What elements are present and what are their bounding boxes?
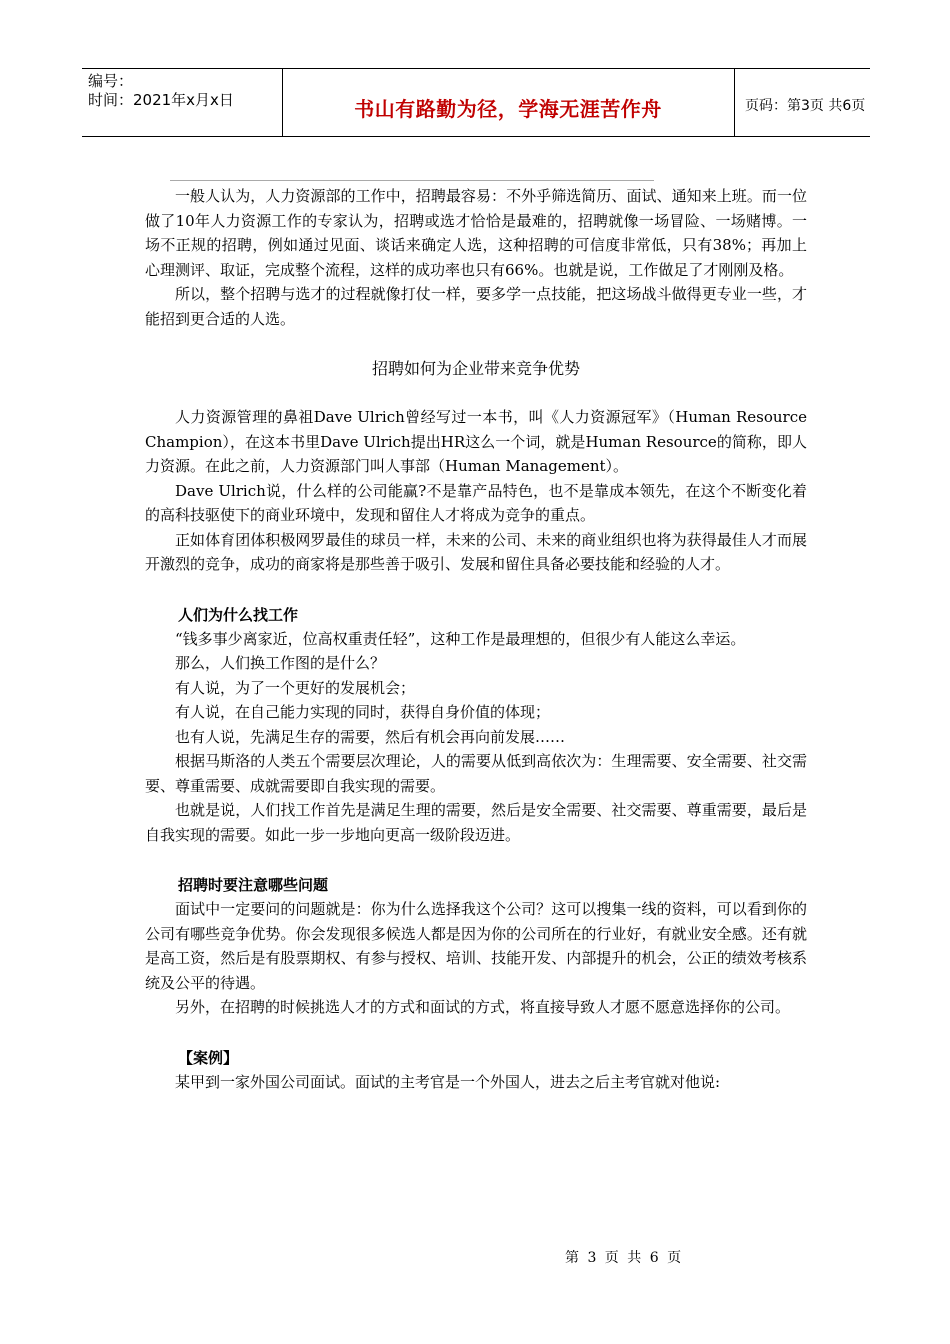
body-paragraph: 另外，在招聘的时候挑选人才的方式和面试的方式，将直接导致人才愿不愿意选择你的公司。	[175, 998, 791, 1016]
header-motto: 书山有路勤为径，学海无涯苦作舟	[354, 97, 662, 121]
header-meta-cell	[82, 69, 283, 136]
body-paragraph: 也就是说，人们找工作首先是满足生理的需要，然后是安全需要、社交需要、尊重需要，最后是自我实现的需要。如此一步一步地向更高一级阶段迈进。	[145, 801, 807, 844]
body-paragraph: 也有人说，先满足生存的需要，然后有机会再向前发展……	[175, 727, 566, 746]
intro-paragraph: 所以，整个招聘与选才的过程就像打仗一样，要多学一点技能，把这场战斗做得更专业一些，才能招到更合适的人选。	[145, 285, 807, 328]
body-paragraph: 正如体育团体积极网罗最佳的球员一样，未来的公司、未来的商业组织也将为获得最佳人才而展开激烈的竞争，成功的商家将是那些善于吸引、发展和留住具备必要技能和经验的人才。	[145, 530, 807, 573]
body-paragraph: 人力资源管理的鼻祖Dave Ulrich曾经写过一本书，叫《人力资源冠军》（Human Resource Champion），在这本书里Dave Ulrich提出HR这么一个词，就是Human Resource的简称，即人力资源。在此之前，人力资源部门叫人事部（Human Management）。	[145, 408, 807, 475]
header-page-info: 页码：第3页 共6页	[745, 98, 866, 114]
body-paragraph: Dave Ulrich说，什么样的公司能赢?不是靠产品特色，也不是靠成本领先，在这个不断变化着的高科技驱使下的商业环境中，发现和留住人才将成为竞争的重点。	[145, 481, 807, 524]
intro-paragraph: 一般人认为，人力资源部的工作中，招聘最容易：不外乎筛选简历、面试、通知来上班。而一位做了10年人力资源工作的专家认为，招聘或选才恰恰是最难的，招聘就像一场冒险、一场赌博。一场不正规的招聘，例如通过见面、谈话来确定人选，这种招聘的可信度非常低，只有38%；再加上心理测评、取证，完成整个流程，这样的成功率也只有66%。也就是说，工作做足了才刚刚及格。	[145, 187, 807, 279]
document-number-label: 编号：	[88, 72, 134, 90]
header-page-cell	[735, 69, 870, 136]
page-footer: 第 3 页 共 6 页	[565, 1250, 684, 1266]
case-heading: 【案例】	[178, 1048, 239, 1067]
body-paragraph: “钱多事少离家近，位高权重责任轻”，这种工作是最理想的，但很少有人能这么幸运。	[175, 629, 746, 648]
document-body	[145, 184, 807, 1094]
section-heading: 招聘如何为企业带来竞争优势	[371, 359, 580, 378]
body-paragraph: 面试中一定要问的问题就是：你为什么选择我这个公司？这可以搜集一线的资料，可以看到你的公司有哪些竞争优势。你会发现很多候选人都是因为你的公司所在的行业好，有就业安全感。还有就是高工资，然后是有股票期权、有参与授权、培训、技能开发、内部提升的机会，公正的绩效考核系统及公平的待遇。	[145, 900, 807, 992]
body-paragraph: 有人说，为了一个更好的发展机会；	[175, 678, 416, 697]
document-header	[82, 68, 870, 137]
content-top-rule	[170, 180, 654, 181]
body-paragraph: 根据马斯洛的人类五个需要层次理论，人的需要从低到高依次为：生理需要、安全需要、社交需要、尊重需要、成就需要即自我实现的需要。	[145, 752, 807, 795]
subsection-heading: 招聘时要注意哪些问题	[178, 876, 329, 894]
body-paragraph: 有人说，在自己能力实现的同时，获得自身价值的体现；	[175, 703, 551, 721]
case-paragraph: 某甲到一家外国公司面试。面试的主考官是一个外国人，进去之后主考官就对他说:	[175, 1072, 721, 1091]
document-date: 时间：2021年x月x日	[88, 91, 234, 109]
body-paragraph: 那么，人们换工作图的是什么？	[175, 654, 386, 672]
subsection-heading: 人们为什么找工作	[178, 605, 299, 624]
header-motto-cell	[282, 69, 735, 136]
